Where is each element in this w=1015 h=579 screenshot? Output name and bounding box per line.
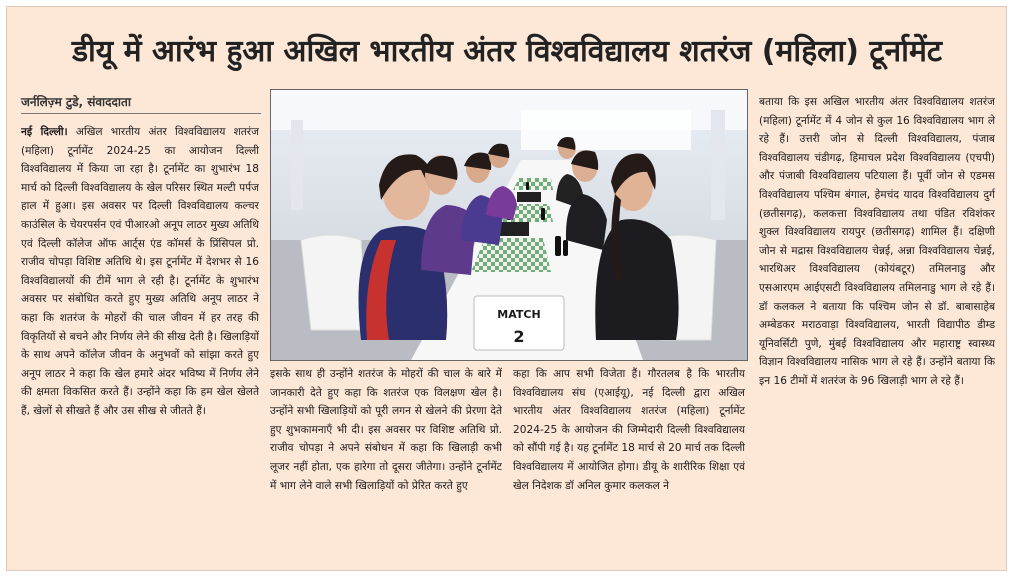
headline: डीयू में आरंभ हुआ अखिल भारतीय अंतर विश्वविद्यालय शतरंज (महिला) टूर्नामेंट (71, 34, 942, 69)
article-column-2: इसके साथ ही उन्होंने शतरंज के मोहरों की चाल के बारे में जानकारी देते हुए कहा कि शतरंज एक विलक्षण खेल है। उन्होंने सभी खिलाड़ियों को पूरी लगन से खेलने की प्रेरणा देते हुए शुभकामनाएँ भी दी। इस अवसर पर विशिष्ट अतिथि प्रो. राजीव चोपड़ा ने अपने संबोधन में कहा कि खिलाड़ी कभी लूजर नहीं होता, एक हारेगा तो दूसरा जीतेगा। उन्होंने टूर्नामेंट में भाग लेने वाले सभी खिलाड़ियों को प्रेरित करते हुए (270, 368, 502, 492)
chess-board-back (513, 178, 553, 190)
chess-players-photo (271, 90, 747, 360)
dateline: नई दिल्ली। (21, 126, 68, 138)
byline-divider (21, 113, 261, 114)
chess-clock (499, 222, 529, 236)
news-photo (270, 89, 748, 361)
article-column-1 (21, 123, 259, 563)
newspaper-clipping (6, 6, 1007, 571)
column-1-text: अखिल भारतीय अंतर विश्वविद्यालय शतरंज (महिला) टूर्नामेंट 2024-25 का आयोजन दिल्ली विश्वविद्यालय में किया जा रहा है। टूर्नामेंट का शुभारंभ 18 मार्च को दिल्ली विश्वविद्यालय के खेल परिसर स्थित मल्टी पर्पज हाल में हुआ। इस अवसर पर दिल्ली विश्वविद्यालय कल्चर काउंसिल के चेयरपर्सन एवं पीआरओ अनूप लाठर मुख्य अतिथि एवं दिल्ली कॉलेज ऑफ आर्ट्स एंड कॉमर्स के प्रिंसिपल प्रो. राजीव चोपड़ा विशिष्ट अतिथि थे। इस टूर्नामेंट में देशभर से 16 विश्वविद्यालयों की टीमें भाग ले रही है। टूर्नामेंट के शुभारंभ अवसर पर संबोधित करते हुए मुख्य अतिथि अनूप लाठर ने कहा कि शतरंज के मोहरों की चाल जीवन में हर तरह की विकृतियों से बचने और निर्णय लेने की सीख देती है। खिलाड़ियों के साथ अपने कॉलेज जीवन के अनुभवों को सांझा करते हुए अनूप लाठर ने कहा कि खेल हमारे अंदर भविष्य में निर्णय लेने की क्षमता विकसित करते हैं। उन्होंने कहा कि हम खेल खेलते हैं, खेलों से सीखते हैं और उस सीख से जीतते हैं। (21, 126, 259, 417)
match-plate-label: MATCH (497, 308, 541, 321)
article-column-4: बताया कि इस अखिल भारतीय अंतर विश्वविद्यालय शतरंज (महिला) टूर्नामेंट में 4 जोन से कुल 16 विश्वविद्यालय भाग ले रहे हैं। उत्तरी जोन से दिल्ली विश्वविद्यालय, पंजाब विश्वविद्यालय चंडीगढ़, हिमाचल प्रदेश विश्वविद्यालय (एचपी) और पंजाबी विश्वविद्यालय पटियाला हैं। पूर्वी जोन से एडमस विश्वविद्यालय पश्चिम बंगाल, हेमचंद यादव विश्वविद्यालय दुर्ग (छतीसगढ़), कलकत्ता विश्वविद्यालय तथा पंडित रविशंकर शुक्ल विश्वविद्यालय रायपुर (छतीसगढ़) शामिल हैं। दक्षिणी जोन से मद्रास विश्वविद्यालय चेन्नई, अन्ना विश्वविद्यालय चेन्नई, भारथिअर विश्वविद्यालय (कोयंबटूर) तमिलनाडु और एसआरएम आईएसटी विश्वविद्यालय तमिलनाडु भाग ले रहे हैं। डॉ कलकल ने बताया कि पश्चिम जोन से डॉ. बाबासाहेब अम्बेडकर मराठवाड़ा विश्वविद्यालय, भारती विद्यापीठ डीम्ड यूनिवर्सिटी पुणे, मुंबई विश्वविद्यालय और महाराष्ट्र स्वास्थ्य विज्ञान विश्वविद्यालय नासिक भाग ले रहे हैं। उन्होंने बताया कि इन 16 टीमों में शतरंज के 96 खिलाड़ी भाग ले रहे हैं। (759, 96, 995, 387)
article-column-3: कहा कि आप सभी विजेता हैं। गौरतलब है कि भारतीय विश्वविद्यालय संघ (एआईयू), नई दिल्ली द्वारा अखिल भारतीय अंतर विश्वविद्यालय शतरंज (महिला) टूर्नामेंट 2024-25 के आयोजन की जिम्मेदारी दिल्ली विश्वविद्यालय को सौंपी गई है। यह टूर्नामेंट 18 मार्च से 20 मार्च तक दिल्ली विश्वविद्यालय में आयोजित होगा। डीयू के शारीरिक शिक्षा एवं खेल निदेशक डॉ अनिल कुमार कलकल ने (513, 368, 745, 492)
chess-board-front (471, 238, 551, 272)
byline: जर्नलिज़्म टुडे, संवाददाता (21, 95, 131, 109)
chair-left (301, 235, 366, 330)
match-plate (474, 296, 564, 350)
match-plate-number: 2 (513, 327, 525, 346)
